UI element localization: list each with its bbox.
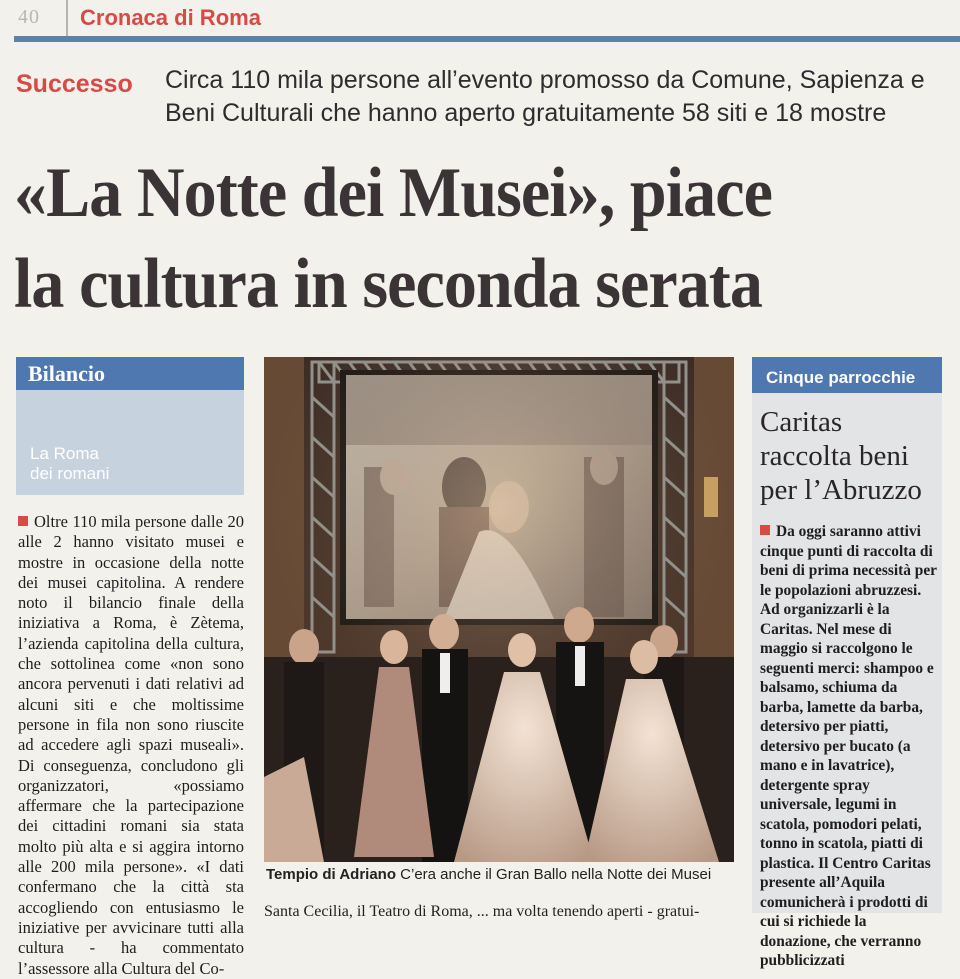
caption-text: C’era anche il Gran Ballo nella Notte dei Musei [400,866,712,883]
sidebar-header: Cinque parrocchie [766,368,916,387]
bullet-square-icon [18,516,28,526]
sidebar-body-text: Da oggi saranno attivi cinque punti di raccolta di beni di prima necessità per le popolazioni abruzzesi. Ad organizzarli è la Caritas. Nel mese di maggio si raccolgono le seguenti merci: shampoo e balsamo, schiuma da barba, lamette da barba, detersivo per piatti, detersivo per bucato (a mano e in lavatrice), detergente spray universale, legumi in scatola, pomodori pelati, tonno in scatola, piatti di plastica. Il Centro Caritas presente all’Aquila comunicherà i prodotti di cui si richiede la donazione, che verranno pubblicizzati [760,523,937,969]
bullet-square-icon [760,525,770,535]
ballroom-photo-illustration [264,357,734,862]
article-photo [264,357,734,862]
headline-line-2: la cultura in seconda serata [14,245,762,323]
kicker: Successo [16,70,133,98]
left-column-body [18,512,244,978]
headline [14,148,892,330]
bilancio-subtitle: La Roma dei romani [30,444,110,483]
sidebar-top-bar [752,357,942,365]
sidebar-body [760,522,938,969]
top-rule [14,36,960,42]
section-label: Cronaca di Roma [80,5,261,30]
photo-caption [266,866,736,883]
folio-divider [66,0,68,36]
caption-place: Tempio di Adriano [266,866,396,883]
sidebar-title: Caritas raccolta beni per l’Abruzzo [760,406,922,506]
continued-text: Santa Cecilia, il Teatro di Roma, ... ma volta tenendo aperti - gratui- [264,903,700,920]
headline-line-1: «La Notte dei Musei», piace [14,154,772,232]
page-number: 40 [18,6,40,28]
deck: Circa 110 mila persone all’evento promosso da Comune, Sapienza e Beni Culturali che hanno aperto gratuitamente 58 siti e 18 mostre [165,66,925,127]
bilancio-title: Bilancio [28,361,106,386]
left-body-text: Oltre 110 mila persone dalle 20 alle 2 hanno visitato musei e mostre in occasione della notte dei musei capitolina. A rendere noto il bilancio finale della iniziativa a Roma, è Zètema, l’azienda capitolina della cultura, che sottolinea come «non sono ancora pervenuti i dati relativi ad alcuni siti e che moltissime persone in fila non sono riuscite ad accedere agli spazi museali». Di conseguenza, concludono gli organizzatori, «possiamo affermare che la partecipazione dei cittadini romani sia stata molto più alta e si aggira intorno alle 200 mila persone». «I dati confermano che la città sta accogliendo con entusiasmo le iniziative per avvicinare tutti alla cultura - ha commentato l’assessore alla Cultura del Co- [18,512,244,978]
